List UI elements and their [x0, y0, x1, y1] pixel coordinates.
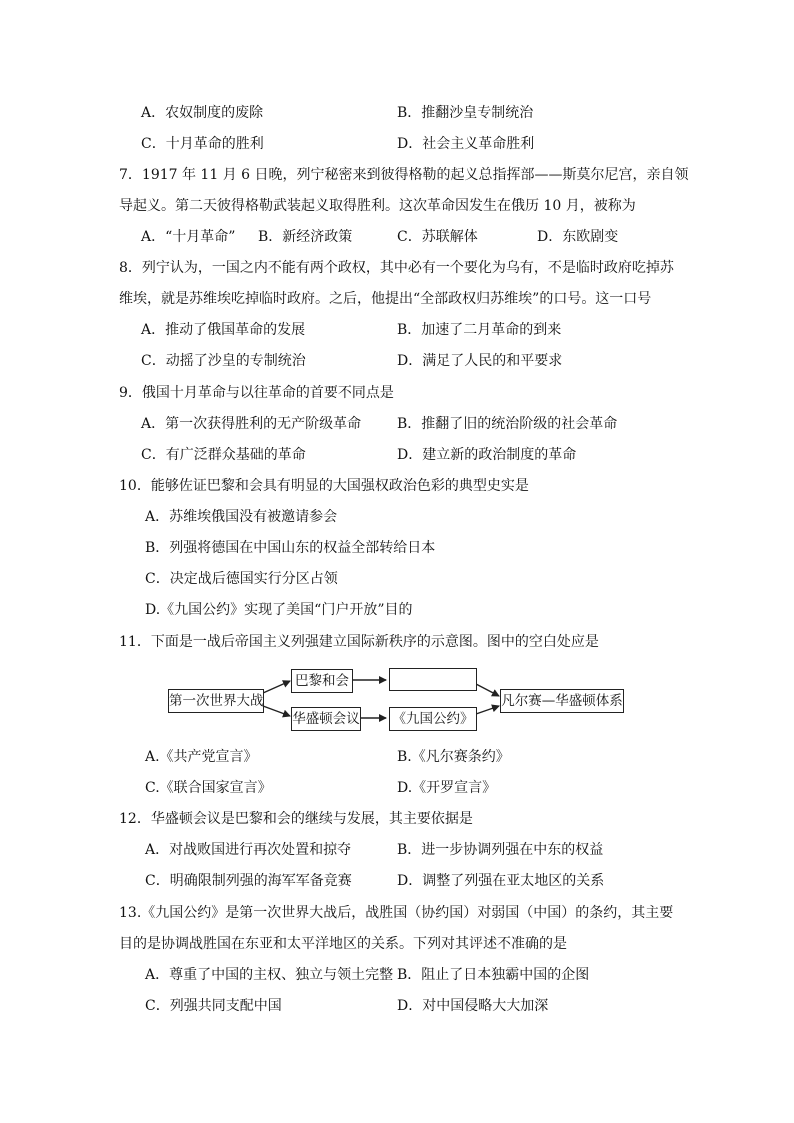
q6-option-d: D．社会主义革命胜利	[397, 136, 535, 152]
q7-option-b: B．新经济政策	[258, 229, 353, 245]
q13-option-d: D．对中国侵略大大加深	[397, 998, 549, 1014]
box-paris-peace-conference: 巴黎和会	[291, 669, 353, 693]
q10-option-c: C．决定战后德国实行分区占领	[145, 571, 338, 587]
q7-option-d: D．东欧剧变	[537, 229, 619, 245]
box-washington-conference: 华盛顿会议	[291, 707, 361, 731]
q13-stem-line1: 13.《九国公约》是第一次世界大战后，战胜国（协约国）对弱国（中国）的条约，其主要	[119, 905, 674, 921]
q6-option-b: B．推翻沙皇专制统治	[397, 105, 534, 121]
q11-stem: 11．下面是一战后帝国主义列强建立国际新秩序的示意图。图中的空白处应是	[119, 634, 599, 650]
box-blank	[389, 668, 477, 691]
q9-option-c: C．有广泛群众基础的革命	[141, 447, 306, 463]
q8-stem-line2: 维埃，就是苏维埃吃掉临时政府。之后，他提出“全部政权归苏维埃”的口号。这一口号	[119, 291, 652, 307]
q13-option-b: B．阻止了日本独霸中国的企图	[397, 967, 590, 983]
arrow-blank-to-system	[476, 684, 499, 696]
q9-option-b: B．推翻了旧的统治阶级的社会革命	[397, 416, 618, 432]
q12-option-d: D．调整了列强在亚太地区的关系	[397, 873, 605, 889]
q8-option-b: B．加速了二月革命的到来	[397, 322, 562, 338]
q9-option-a: A．第一次获得胜利的无产阶级革命	[141, 416, 362, 432]
q7-option-c: C．苏联解体	[397, 229, 478, 245]
q11-option-a: A.《共产党宣言》	[145, 749, 258, 765]
arrow-nine-power-to-system	[476, 706, 499, 714]
q13-stem-line2: 目的是协调战胜国在东亚和太平洋地区的关系。下列对其评述不准确的是	[119, 936, 567, 952]
q6-option-a: A．农奴制度的废除	[141, 105, 264, 121]
q10-option-a: A．苏维埃俄国没有被邀请参会	[145, 509, 338, 525]
q12-option-b: B．进一步协调列强在中东的权益	[397, 842, 604, 858]
q7-stem-line2: 导起义。第二天彼得格勒武装起义取得胜利。这次革命因发生在俄历 10 月，被称为	[119, 198, 636, 214]
q11-option-d: D.《开罗宣言》	[397, 780, 497, 796]
box-versailles-washington-system: 凡尔赛—华盛顿体系	[500, 689, 624, 713]
q7-option-a: A．“十月革命”	[141, 229, 236, 245]
q6-option-c: C．十月革命的胜利	[141, 136, 264, 152]
box-ww1: 第一次世界大战	[168, 689, 264, 713]
q13-option-c: C．列强共同支配中国	[145, 998, 282, 1014]
q9-stem: 9．俄国十月革命与以往革命的首要不同点是	[119, 385, 394, 401]
q8-stem-line1: 8．列宁认为，一国之内不能有两个政权，其中必有一个要化为乌有，不是临时政府吃掉苏	[119, 260, 674, 276]
q12-stem: 12．华盛顿会议是巴黎和会的继续与发展，其主要依据是	[119, 811, 473, 827]
q8-option-a: A．推动了俄国革命的发展	[141, 322, 306, 338]
arrow-ww1-to-washington	[263, 706, 290, 716]
q10-option-b: B．列强将德国在中国山东的权益全部转给日本	[145, 540, 436, 556]
q12-option-a: A．对战败国进行再次处置和掠夺	[145, 842, 352, 858]
box-nine-power-treaty: 《九国公约》	[389, 707, 477, 731]
q10-option-d: D.《九国公约》实现了美国“门户开放”目的	[145, 602, 413, 618]
q10-stem: 10．能够佐证巴黎和会具有明显的大国强权政治色彩的典型史实是	[119, 478, 529, 494]
q11-option-c: C.《联合国家宣言》	[145, 780, 272, 796]
q13-option-a: A．尊重了中国的主权、独立与领土完整	[145, 967, 394, 983]
arrow-ww1-to-paris	[263, 681, 290, 693]
q7-stem-line1: 7．1917 年 11 月 6 日晚，列宁秘密来到彼得格勒的起义总指挥部——斯莫尔尼宫，亲自领	[119, 167, 689, 183]
q12-option-c: C．明确限制列强的海军军备竞赛	[145, 873, 352, 889]
q9-option-d: D．建立新的政治制度的革命	[397, 447, 577, 463]
q8-option-c: C．动摇了沙皇的专制统治	[141, 353, 306, 369]
q11-option-b: B.《凡尔赛条约》	[397, 749, 510, 765]
q8-option-d: D．满足了人民的和平要求	[397, 353, 563, 369]
